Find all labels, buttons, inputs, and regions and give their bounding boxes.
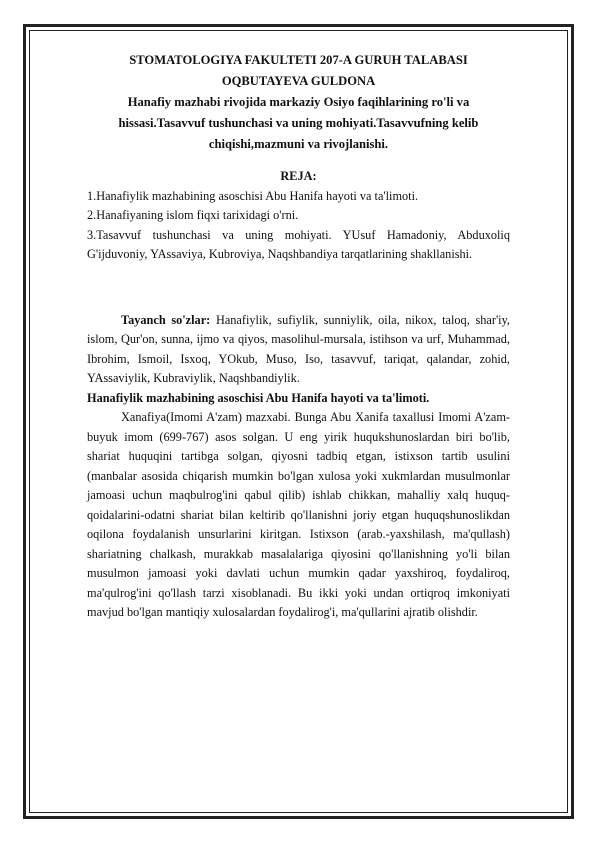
header-line-1: STOMATOLOGIYA FAKULTETI 207-A GURUH TALABASI <box>129 53 468 67</box>
section-paragraph: Xanafiya(Imomi A'zam) mazxabi. Bunga Abu Xanifa taxallusi Imomi A'zam- buyuk imom (699-767) asos solgan. U eng yirik huqukshunoslardan biri bo'lib, shariat huquqini tartibga solgan, qiyosni tadbiq etgan, istixson tartib usulini (manbalar asosida chiqarish mumkin bo'lgan xulosa yoki xukmlardan musulmonlar jamoasi uchun maqbulrog'ini qabul qilib) ishlab chikkan, mahalliy xalq huquq-qoidalarini-odatni shariat bilan keltirib qo'llanishni joriy etgan huquqshunoslikdan oqilona foydalanish unsurlarini kiritgan. Istixson (arab.-yaxshilash, ma'qullash) shariatning chalkash, murakkab masalalariga qiyosini qo'llanishning yo'li bilan musulmon jamoasi yoki davlati uchun mumkin qadar yaxshiroq, foydaliroq, ma'qulrog'ini qo'llash tarzi xisoblanadi. Bu ikki yoki undan ortiqroq imkoniyati mavjud bo'lgan mantiqiy xulosalardan foydalirog'i, ma'qullarini ajratib olishdir. <box>87 410 510 619</box>
keywords-paragraph <box>87 311 510 389</box>
section-heading: Hanafiylik mazhabining asoschisi Abu Hanifa hayoti va ta'limoti. <box>87 390 430 405</box>
plan-item-3: 3.Tasavvuf tushunchasi va uning mohiyati. YUsuf Hamadoniy, Abduxoliq G'ijduvoniy, YAssaviya, Kubroviya, Naqshbandiya tarqatlarining shakllanishi. <box>87 227 510 261</box>
spacer <box>87 265 510 311</box>
plan-item-2: 2.Hanafiyaning islom fiqxi tarixidagi o'rni. <box>87 208 299 222</box>
spacer <box>87 155 510 167</box>
document-topic: Hanafiy mazhabi rivojida markaziy Osiyo faqihlarining ro'li va hissasi.Tasavvuf tushunchasi va uning mohiyati.Tasavvufning kelib chiqishi,mazmuni va rivojlanishi. <box>118 95 479 151</box>
keywords-label: Tayanch so'zlar: <box>121 312 211 327</box>
plan-item-1: 1.Hanafiylik mazhabining asoschisi Abu Hanifa hayoti va ta'limoti. <box>87 188 419 203</box>
document-body <box>87 50 510 623</box>
header-line-2: OQBUTAYEVA GULDONA <box>221 74 376 88</box>
keywords-text: Hanafiylik, sufiylik, sunniylik, oila, nikox, taloq, shar'iy, islom, Qur'on, sunna, ijmo va qiyos, masolihul-mursala, istihson va urf, Muhammad, Ibrohim, Ismoil, Isxoq, YOkub, Muso, Iso, tasavvuf, tariqat, qalandar, zohid, YAssaviylik, Kubraviylik, Naqshbandiylik. <box>87 312 511 385</box>
plan-title: REJA: <box>280 169 317 183</box>
